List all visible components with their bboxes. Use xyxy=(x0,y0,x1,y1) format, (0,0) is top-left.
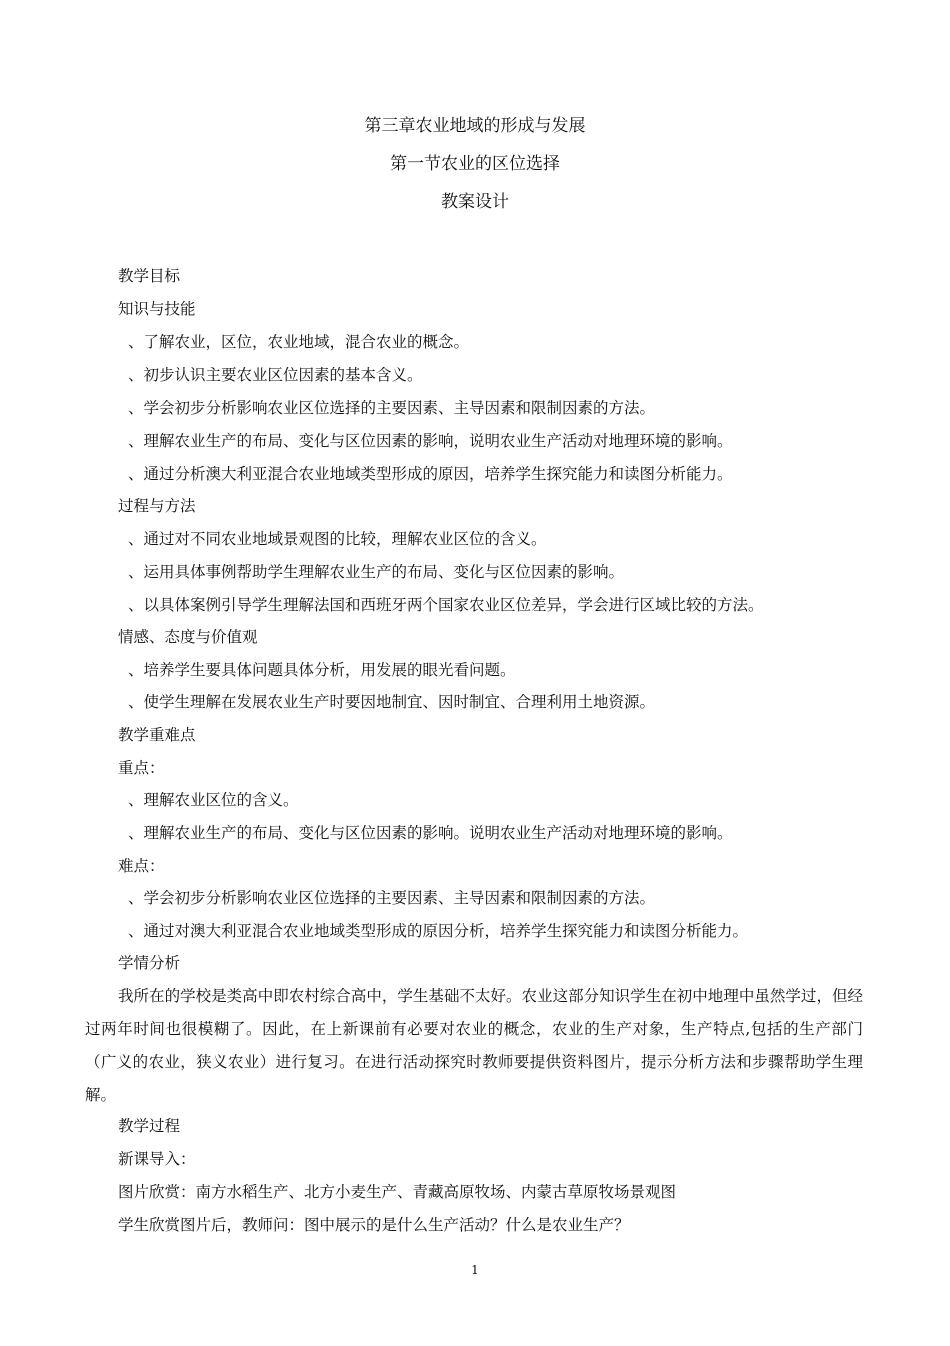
list-item: 、了解农业，区位，农业地域，混合农业的概念。 xyxy=(128,333,470,351)
list-item: 、以具体案例引导学生理解法国和西班牙两个国家农业区位差异，学会进行区域比较的方法。 xyxy=(128,596,764,614)
list-item: 、通过对澳大利亚混合农业地域类型形成的原因分析，培养学生探究能力和读图分析能力。 xyxy=(128,922,749,940)
page-number: 1 xyxy=(471,1263,479,1277)
subheading-process-methods: 过程与方法 xyxy=(118,497,196,515)
list-item: 、学会初步分析影响农业区位选择的主要因素、主导因素和限制因素的方法。 xyxy=(128,399,656,417)
section-title: 第一节农业的区位选择 xyxy=(390,154,560,174)
list-item: 、理解农业区位的含义。 xyxy=(128,791,299,809)
text-line: 学生欣赏图片后，教师问：图中展示的是什么生产活动？什么是农业生产？ xyxy=(118,1216,630,1234)
student-analysis-paragraph: 我所在的学校是类高中即农村综合高中，学生基础不太好。农业这部分知识学生在初中地理中虽然学过，但经过两年时间也很模糊了。因此，在上新课前有必要对农业的概念，农业的生产对象，生产特点,包括的生产部门（广义的农业，狭义农业）进行复习。在进行活动探究时教师要提供资料图片，提示分析方法和步骤帮助学生理解。 xyxy=(85,987,863,1104)
document-title: 教案设计 xyxy=(441,192,509,212)
list-item: 、学会初步分析影响农业区位选择的主要因素、主导因素和限制因素的方法。 xyxy=(128,889,656,907)
subheading-lesson-intro: 新课导入： xyxy=(118,1150,196,1168)
subheading-key-points: 重点： xyxy=(118,759,165,777)
list-item: 、通过对不同农业地域景观图的比较，理解农业区位的含义。 xyxy=(128,530,547,548)
list-item: 、通过分析澳大利亚混合农业地域类型形成的原因，培养学生探究能力和读图分析能力。 xyxy=(128,465,733,483)
list-item: 、理解农业生产的布局、变化与区位因素的影响，说明农业生产活动对地理环境的影响。 xyxy=(128,432,733,450)
text-line: 图片欣赏：南方水稻生产、北方小麦生产、青藏高原牧场、内蒙古草原牧场景观图 xyxy=(118,1183,677,1201)
heading-key-difficult-points: 教学重难点 xyxy=(118,726,196,744)
subheading-knowledge-skills: 知识与技能 xyxy=(118,300,196,318)
list-item: 、使学生理解在发展农业生产时要因地制宜、因时制宜、合理利用土地资源。 xyxy=(128,693,656,711)
subheading-attitudes-values: 情感、态度与价值观 xyxy=(118,628,258,646)
list-item: 、初步认识主要农业区位因素的基本含义。 xyxy=(128,366,423,384)
heading-student-analysis: 学情分析 xyxy=(118,954,181,972)
subheading-difficult-points: 难点： xyxy=(118,857,165,875)
list-item: 、培养学生要具体问题具体分析，用发展的眼光看问题。 xyxy=(128,661,516,679)
heading-teaching-goals: 教学目标 xyxy=(118,267,181,285)
list-item: 、运用具体事例帮助学生理解农业生产的布局、变化与区位因素的影响。 xyxy=(128,563,625,581)
list-item: 、理解农业生产的布局、变化与区位因素的影响。说明农业生产活动对地理环境的影响。 xyxy=(128,824,733,842)
chapter-title: 第三章农业地域的形成与发展 xyxy=(364,116,586,136)
heading-teaching-process: 教学过程 xyxy=(118,1117,181,1135)
